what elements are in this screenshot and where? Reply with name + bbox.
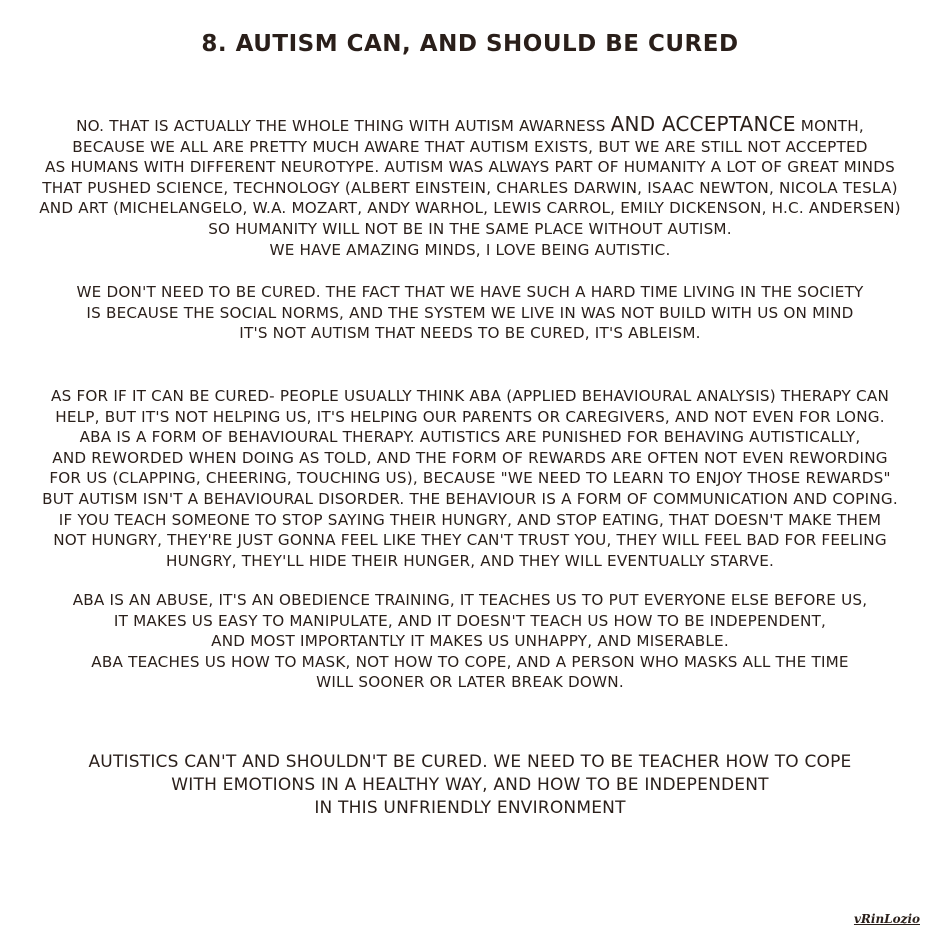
text-line: SO HUMANITY WILL NOT BE IN THE SAME PLACE WITHOUT AUTISM. xyxy=(208,219,732,238)
text-segment: NO. THAT IS ACTUALLY THE WHOLE THING WITH AUTISM AWARNESS xyxy=(76,117,611,135)
text-line: ABA IS A FORM OF BEHAVIOURAL THERAPY. AUTISTICS ARE PUNISHED FOR BEHAVING AUTISTICALLY, xyxy=(79,428,861,447)
text-line: HELP, BUT IT'S NOT HELPING US, IT'S HELPING OUR PARENTS OR CAREGIVERS, AND NOT EVEN FOR LONG. xyxy=(55,407,885,426)
text-line: AS HUMANS WITH DIFFERENT NEUROTYPE. AUTISM WAS ALWAYS PART OF HUMANITY A LOT OF GREAT MINDS xyxy=(45,158,895,177)
text-line: AND MOST IMPORTANTLY IT MAKES US UNHAPPY, AND MISERABLE. xyxy=(211,632,729,651)
paragraph-aba-abuse xyxy=(10,590,930,693)
text-line: IT'S NOT AUTISM THAT NEEDS TO BE CURED, IT'S ABLEISM. xyxy=(239,324,701,343)
text-line: WITH EMOTIONS IN A HEALTHY WAY, AND HOW TO BE INDEPENDENT xyxy=(171,775,769,795)
text-line xyxy=(10,114,930,137)
paragraph-aba-therapy xyxy=(10,386,930,571)
text-line: WE HAVE AMAZING MINDS, I LOVE BEING AUTISTIC. xyxy=(269,240,671,259)
text-line: AS FOR IF IT CAN BE CURED- PEOPLE USUALLY THINK ABA (APPLIED BEHAVIOURAL ANALYSIS) THERAPY CAN xyxy=(51,387,889,405)
paragraph-not-cured xyxy=(10,282,930,344)
text-line: FOR US (CLAPPING, CHEERING, TOUCHING US), BECAUSE "WE NEED TO LEARN TO ENJOY THOSE REWARDS" xyxy=(49,469,891,488)
text-line: WILL SOONER OR LATER BREAK DOWN. xyxy=(316,673,624,692)
text-line: WE DON'T NEED TO BE CURED. THE FACT THAT WE HAVE SUCH A HARD TIME LIVING IN THE SOCIETY xyxy=(76,283,864,301)
text-line: BECAUSE WE ALL ARE PRETTY MUCH AWARE THAT AUTISM EXISTS, BUT WE ARE STILL NOT ACCEPTED xyxy=(72,137,868,156)
artist-signature: vRinLozio xyxy=(853,912,920,926)
text-line: ABA IS AN ABUSE, IT'S AN OBEDIENCE TRAINING, IT TEACHES US TO PUT EVERYONE ELSE BEFORE US, xyxy=(72,591,868,609)
text-line: AUTISTICS CAN'T AND SHOULDN'T BE CURED. WE NEED TO BE TEACHER HOW TO COPE xyxy=(88,752,852,772)
text-line: ABA TEACHES US HOW TO MASK, NOT HOW TO COPE, AND A PERSON WHO MASKS ALL THE TIME xyxy=(91,652,849,671)
text-line: BUT AUTISM ISN'T A BEHAVIOURAL DISORDER. THE BEHAVIOUR IS A FORM OF COMMUNICATION AND COPING. xyxy=(42,489,898,508)
text-line: AND ART (MICHELANGELO, W.A. MOZART, ANDY WARHOL, LEWIS CARROL, EMILY DICKENSON, H.C. ANDERSEN) xyxy=(39,199,901,218)
text-segment: MONTH, xyxy=(795,117,864,135)
text-line: IT MAKES US EASY TO MANIPULATE, AND IT DOESN'T TEACH US HOW TO BE INDEPENDENT, xyxy=(113,611,827,630)
text-line: IF YOU TEACH SOMEONE TO STOP SAYING THEIR HUNGRY, AND STOP EATING, THAT DOESN'T MAKE THEM xyxy=(58,510,882,529)
emphasized-text: AND ACCEPTANCE xyxy=(610,112,796,136)
paragraph-awareness xyxy=(10,114,930,260)
text-line: NOT HUNGRY, THEY'RE JUST GONNA FEEL LIKE THEY CAN'T TRUST YOU, THEY WILL FEEL BAD FOR FEELING xyxy=(53,531,887,550)
text-line: IN THIS UNFRIENDLY ENVIRONMENT xyxy=(314,798,626,818)
text-line: THAT PUSHED SCIENCE, TECHNOLOGY (ALBERT EINSTEIN, CHARLES DARWIN, ISAAC NEWTON, NICOLA TESLA) xyxy=(42,178,898,197)
page-title: 8. AUTISM CAN, AND SHOULD BE CURED xyxy=(201,31,739,57)
paragraph-conclusion xyxy=(10,751,930,820)
text-line: AND REWORDED WHEN DOING AS TOLD, AND THE FORM OF REWARDS ARE OFTEN NOT EVEN REWORDING xyxy=(52,448,888,467)
text-line: IS BECAUSE THE SOCIAL NORMS, AND THE SYSTEM WE LIVE IN WAS NOT BUILD WITH US ON MIND xyxy=(86,303,854,322)
text-line: HUNGRY, THEY'LL HIDE THEIR HUNGER, AND THEY WILL EVENTUALLY STARVE. xyxy=(165,551,775,570)
